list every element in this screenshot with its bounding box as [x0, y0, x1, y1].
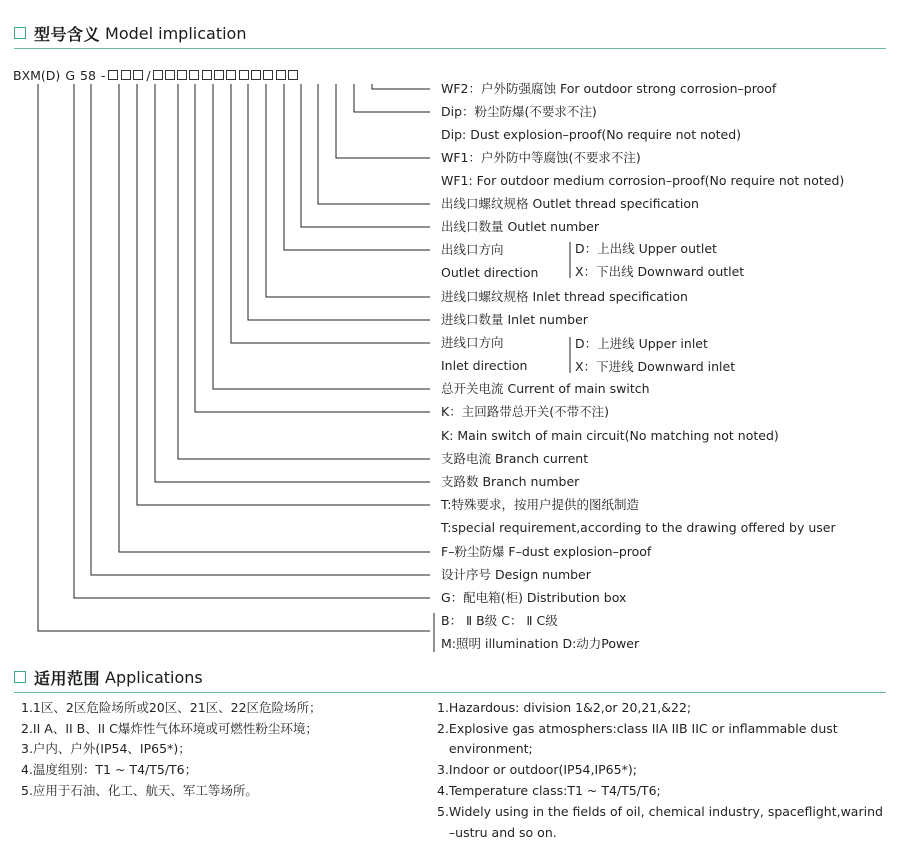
- label-t-en: T:special requirement,according to the drawing offered by user: [441, 520, 836, 535]
- leader-line: [318, 84, 430, 204]
- label-branch-number: 支路数 Branch number: [441, 474, 580, 489]
- code-58: 58: [80, 67, 96, 83]
- label-dip-zh: Dip：粉尘防爆(不要求不注): [441, 104, 597, 119]
- leader-line: [231, 84, 430, 343]
- app-en-item: –ustru and so on.: [437, 825, 557, 840]
- section-divider: [14, 692, 886, 693]
- code-g: G: [65, 67, 75, 83]
- label-wf1-zh: WF1：户外防中等腐蚀(不要求不注): [441, 150, 641, 165]
- label-outlet-down: X：下出线 Downward outlet: [575, 264, 745, 279]
- leader-line: [336, 84, 430, 158]
- label-outlet-number: 出线口数量 Outlet number: [441, 219, 599, 234]
- label-t-zh: T:特殊要求，按用户提供的图纸制造: [441, 497, 639, 512]
- app-zh-item: 3.户内、户外(IP54、IP65*)；: [21, 741, 191, 756]
- section-title-zh: 适用范围: [34, 668, 101, 688]
- app-en-item: 1.Hazardous: division 1&2,or 20,21,&22;: [437, 700, 692, 715]
- label-inlet-down: X：下进线 Downward inlet: [575, 359, 736, 374]
- section-header-applications: [14, 666, 203, 688]
- label-f: F–粉尘防爆 F–dust explosion–proof: [441, 544, 652, 559]
- label-inlet-upper: D：上进线 Upper inlet: [575, 336, 708, 351]
- leader-line: [354, 84, 430, 112]
- app-zh-item: 1.1区、2区危险场所或20区、21区、22区危险场所；: [21, 700, 322, 715]
- label-outlet-direction-zh: 出线口方向: [441, 242, 504, 257]
- label-b-c: B： Ⅱ B级 C： Ⅱ C级: [441, 613, 558, 628]
- label-outlet-direction-en: Outlet direction: [441, 265, 539, 280]
- checkbox-square-icon: [14, 671, 26, 683]
- app-zh-item: 4.温度组别：T1 ~ T4/T5/T6；: [21, 762, 198, 777]
- app-zh-item: 5.应用于石油、化工、航天、军工等场所。: [21, 783, 258, 798]
- label-m-d: M:照明 illumination D:动力Power: [441, 636, 640, 651]
- leader-line: [155, 84, 430, 482]
- app-en-item: 3.Indoor or outdoor(IP54,IP65*);: [437, 762, 637, 777]
- section-title-zh: 型号含义: [34, 24, 101, 44]
- app-en-item: 5.Widely using in the fields of oil, chemical industry, spaceflight,warind: [437, 804, 883, 819]
- label-inlet-thread: 进线口螺纹规格 Inlet thread specification: [441, 289, 688, 304]
- label-outlet-upper: D：上出线 Upper outlet: [575, 241, 717, 256]
- label-inlet-direction-en: Inlet direction: [441, 358, 528, 373]
- label-outlet-thread: 出线口螺纹规格 Outlet thread specification: [441, 196, 699, 211]
- code-bxm: BXM(D): [13, 67, 61, 83]
- app-en-item: environment;: [437, 741, 533, 756]
- label-k-zh: K：主回路带总开关(不带不注): [441, 404, 609, 419]
- label-main-current: 总开关电流 Current of main switch: [441, 381, 650, 396]
- label-design-number: 设计序号 Design number: [441, 567, 591, 582]
- leader-line: [195, 84, 430, 412]
- label-wf2: WF2：户外防强腐蚀 For outdoor strong corrosion–proof: [441, 81, 777, 96]
- label-k-en: K: Main switch of main circuit(No matching not noted): [441, 428, 779, 443]
- label-inlet-direction-zh: 进线口方向: [441, 335, 504, 350]
- leader-line: [178, 84, 430, 459]
- label-wf1-en: WF1: For outdoor medium corrosion–proof(No require not noted): [441, 173, 845, 188]
- app-en-item: 4.Temperature class:T1 ~ T4/T5/T6;: [437, 783, 661, 798]
- leader-line: [266, 84, 430, 297]
- leader-line: [38, 84, 430, 631]
- leader-line: [74, 84, 430, 598]
- section-title-en: Applications: [105, 667, 203, 687]
- label-dip-en: Dip: Dust explosion–proof(No require not noted): [441, 127, 742, 142]
- leader-line: [284, 84, 430, 250]
- leader-line: [372, 84, 430, 89]
- app-en-item: 2.Explosive gas atmosphers:class IIA IIB IIC or inflammable dust: [437, 721, 838, 736]
- label-branch-current: 支路电流 Branch current: [441, 451, 589, 466]
- label-inlet-number: 进线口数量 Inlet number: [441, 312, 588, 327]
- code-slash: /: [146, 67, 151, 83]
- section-title-en: Model implication: [105, 23, 247, 43]
- code-dash: -: [100, 67, 106, 83]
- leader-line: [248, 84, 430, 320]
- app-zh-item: 2.II A、II B、II C爆炸性气体环境或可燃性粉尘环境；: [21, 721, 318, 736]
- label-g: G：配电箱(柜) Distribution box: [441, 590, 627, 605]
- leader-line: [301, 84, 430, 227]
